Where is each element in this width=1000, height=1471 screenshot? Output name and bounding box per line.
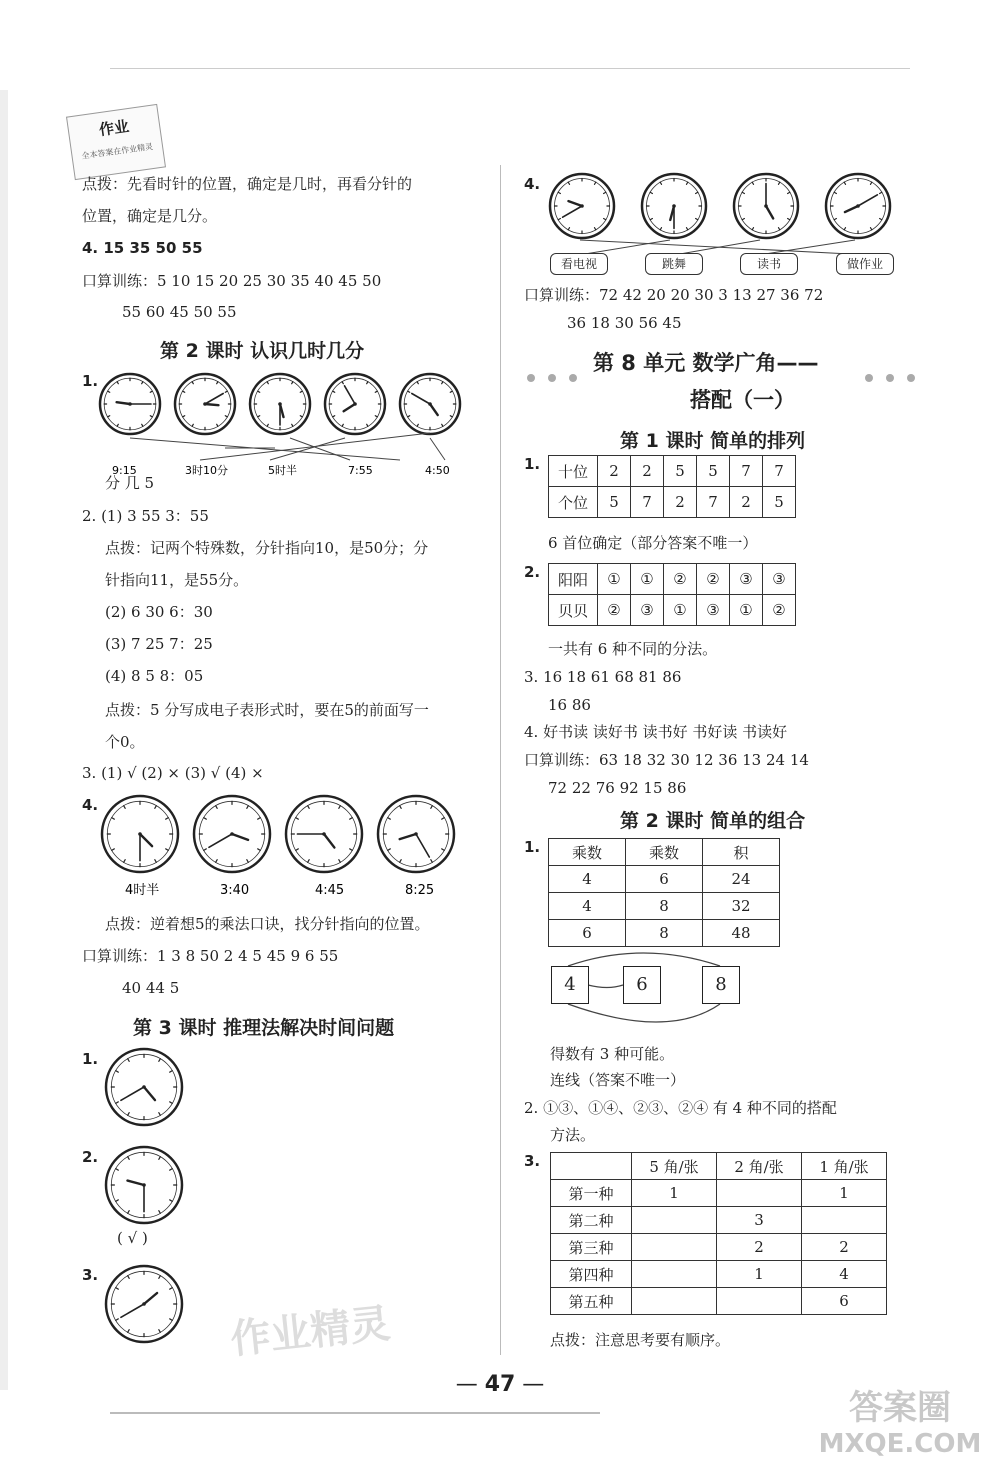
q4-caption-2: 4:45	[315, 883, 345, 898]
q4-caption-1: 3:40	[220, 883, 250, 898]
r-q1-label: 1.	[524, 455, 541, 473]
table-row: 第三种 2 2	[551, 1234, 887, 1261]
activity-0: 看电视	[550, 253, 608, 275]
clock-icon	[325, 374, 385, 434]
c-q2b: 方法。	[550, 1126, 596, 1144]
l2-q1-label: 1.	[82, 372, 99, 390]
corner-watermark: 答案圈 MXQE.COM	[818, 1388, 982, 1459]
tip-2a: 点拨：记两个特殊数，分针指向10，是50分；分	[105, 539, 429, 557]
r-lesson-1-title: 第 1 课时 简单的排列	[620, 430, 806, 452]
unit-title: 第 8 单元 数学广角——	[593, 351, 819, 375]
clock-icon	[106, 1147, 182, 1223]
q4-caption-3: 8:25	[405, 883, 435, 898]
l2-q1-diagram	[90, 368, 490, 478]
column-divider	[500, 165, 501, 1355]
table-row: 阳阳 ① ① ② ② ③ ③	[549, 564, 796, 595]
r-q3a: 3. 16 18 61 68 81 86	[524, 668, 682, 686]
table-row: 个位 5 7 2 7 2 5	[549, 487, 796, 518]
table-row: 6 8 48	[549, 920, 780, 947]
oral-1b: 55 60 45 50 55	[122, 303, 237, 321]
r-q4-label: 4.	[524, 175, 541, 193]
page-number: — 47 —	[455, 1372, 545, 1397]
clock-icon	[106, 1266, 182, 1342]
table-row: 第四种 1 4	[551, 1261, 887, 1288]
c-q1-label: 1.	[524, 838, 541, 856]
number-box-2: 8	[702, 966, 740, 1004]
r-q2-label: 2.	[524, 563, 541, 581]
tip-4: 点拨：逆着想5的乘法口诀，找分针指向的位置。	[105, 915, 430, 933]
left-margin-shadow	[0, 90, 8, 1390]
activity-1: 跳舞	[645, 253, 703, 275]
r-q3b: 16 86	[548, 696, 591, 714]
mult-table	[548, 838, 780, 947]
l2-q2-1: 2. (1) 3 55 3：55	[82, 507, 209, 525]
table-row: 十位 2 2 5 5 7 7	[549, 456, 796, 487]
l2-q1-after: 分 几 5	[105, 474, 155, 492]
q4-caption-0: 4时半	[125, 883, 160, 898]
caption-4: 4:50	[425, 464, 450, 477]
clock-icon	[194, 796, 270, 872]
clock-icon	[550, 174, 614, 238]
table-row: 第二种 3	[551, 1207, 887, 1234]
match-line	[430, 438, 445, 460]
c-q2a: 2. ①③、①④、②③、②④ 有 4 种不同的搭配	[524, 1099, 837, 1117]
top-rule	[110, 68, 910, 69]
c-after-1: 得数有 3 种可能。	[550, 1045, 675, 1063]
caption-1: 3时10分	[185, 464, 228, 477]
pair-table	[548, 563, 796, 626]
stamp	[66, 104, 166, 180]
r-q4: 4. 好书读 读好书 读书好 书好读 书读好	[524, 723, 788, 741]
clock-icon	[250, 374, 310, 434]
clock-icon	[642, 174, 706, 238]
clock-icon	[378, 796, 454, 872]
perm-table	[548, 455, 796, 518]
l2-q4-label: 4.	[82, 796, 99, 814]
oral-1a: 口算训练：5 10 15 20 25 30 35 40 45 50	[82, 272, 382, 290]
caption-0: 9:15	[112, 464, 137, 477]
clock-icon	[100, 374, 160, 434]
l3-q1-label: 1.	[82, 1050, 99, 1068]
tip-2b: 针指向11，是55分。	[105, 571, 249, 589]
c-q3-label: 3.	[524, 1152, 541, 1170]
c-after-2: 连线（答案不唯一）	[550, 1071, 686, 1089]
stamp-sub: 全本答案在作业精灵	[81, 141, 154, 161]
tip-last: 点拨：注意思考要有顺序。	[550, 1331, 731, 1349]
l2-q2-4: (4) 8 5 8：05	[105, 667, 204, 685]
l2-q3: 3. (1) √ (2) × (3) √ (4) ×	[82, 764, 264, 782]
table-row: 贝贝 ② ③ ① ③ ① ②	[549, 595, 796, 626]
match-line	[270, 438, 345, 460]
l-q4: 4. 15 35 50 55	[82, 239, 203, 257]
watermark: 作业精灵	[228, 1300, 393, 1364]
clock-icon	[286, 796, 362, 872]
l3-q2-label: 2.	[82, 1148, 99, 1166]
unit-subtitle: 搭配（一）	[690, 388, 795, 412]
clock-icon	[106, 1049, 182, 1125]
tip-3b: 个0。	[105, 733, 145, 751]
match-line	[680, 240, 760, 254]
l3-q2-clock	[102, 1143, 186, 1227]
l2-q4-clocks	[100, 792, 480, 902]
l3-q3-clock	[102, 1262, 186, 1346]
table-row: 4 6 24	[549, 866, 780, 893]
l3-q2-answer: ( √ )	[117, 1229, 148, 1247]
tip-1a: 点拨：先看时针的位置，确定是几时，再看分针的	[82, 175, 413, 193]
number-box-1: 6	[623, 966, 661, 1004]
table-row: 第五种 6	[551, 1288, 887, 1315]
lesson-2-title: 第 2 课时 认识几时几分	[160, 340, 365, 362]
r-q2-after: 一共有 6 种不同的分法。	[548, 640, 718, 658]
oral-2b: 40 44 5	[122, 979, 180, 997]
r-q1-after: 6 首位确定（部分答案不唯一）	[548, 534, 758, 552]
r-oral-1a: 口算训练：72 42 20 20 30 3 13 27 36 72	[524, 286, 824, 304]
table-header-row: 5 角/张 2 角/张 1 角/张	[551, 1153, 887, 1180]
l2-q2-2: (2) 6 30 6：30	[105, 603, 213, 621]
bottom-rule	[110, 1412, 600, 1414]
activity-3: 做作业	[836, 253, 894, 275]
clock-icon	[102, 796, 178, 872]
l2-q2-3: (3) 7 25 7：25	[105, 635, 213, 653]
r-lesson-2-title: 第 2 课时 简单的组合	[620, 810, 806, 832]
table-row: 4 8 32	[549, 893, 780, 920]
l3-q1-clock	[102, 1045, 186, 1129]
tip-1b: 位置，确定是几分。	[82, 207, 218, 225]
activity-2: 读书	[740, 253, 798, 275]
clock-icon	[400, 374, 460, 434]
tip-3a: 点拨：5 分写成电子表形式时，要在5的前面写一	[105, 701, 429, 719]
lesson-3-title: 第 3 课时 推理法解决时间问题	[133, 1017, 395, 1039]
table-row: 第一种 1 1	[551, 1180, 887, 1207]
r-oral-1b: 36 18 30 56 45	[567, 314, 682, 332]
clock-icon	[734, 174, 798, 238]
table-header-row: 乘数 乘数 积	[549, 839, 780, 866]
oral-2a: 口算训练：1 3 8 50 2 4 5 45 9 6 55	[82, 947, 339, 965]
clock-icon	[175, 374, 235, 434]
number-box-0: 4	[551, 966, 589, 1004]
money-table	[550, 1152, 887, 1315]
caption-3: 7:55	[348, 464, 373, 477]
clock-icon	[826, 174, 890, 238]
r-oral-2a: 口算训练：63 18 32 30 12 36 13 24 14	[524, 751, 809, 769]
r-oral-2b: 72 22 76 92 15 86	[548, 779, 687, 797]
stamp-main: 作业	[97, 117, 131, 140]
caption-2: 5时半	[268, 464, 297, 477]
match-line	[290, 438, 350, 460]
l3-q3-label: 3.	[82, 1266, 99, 1284]
